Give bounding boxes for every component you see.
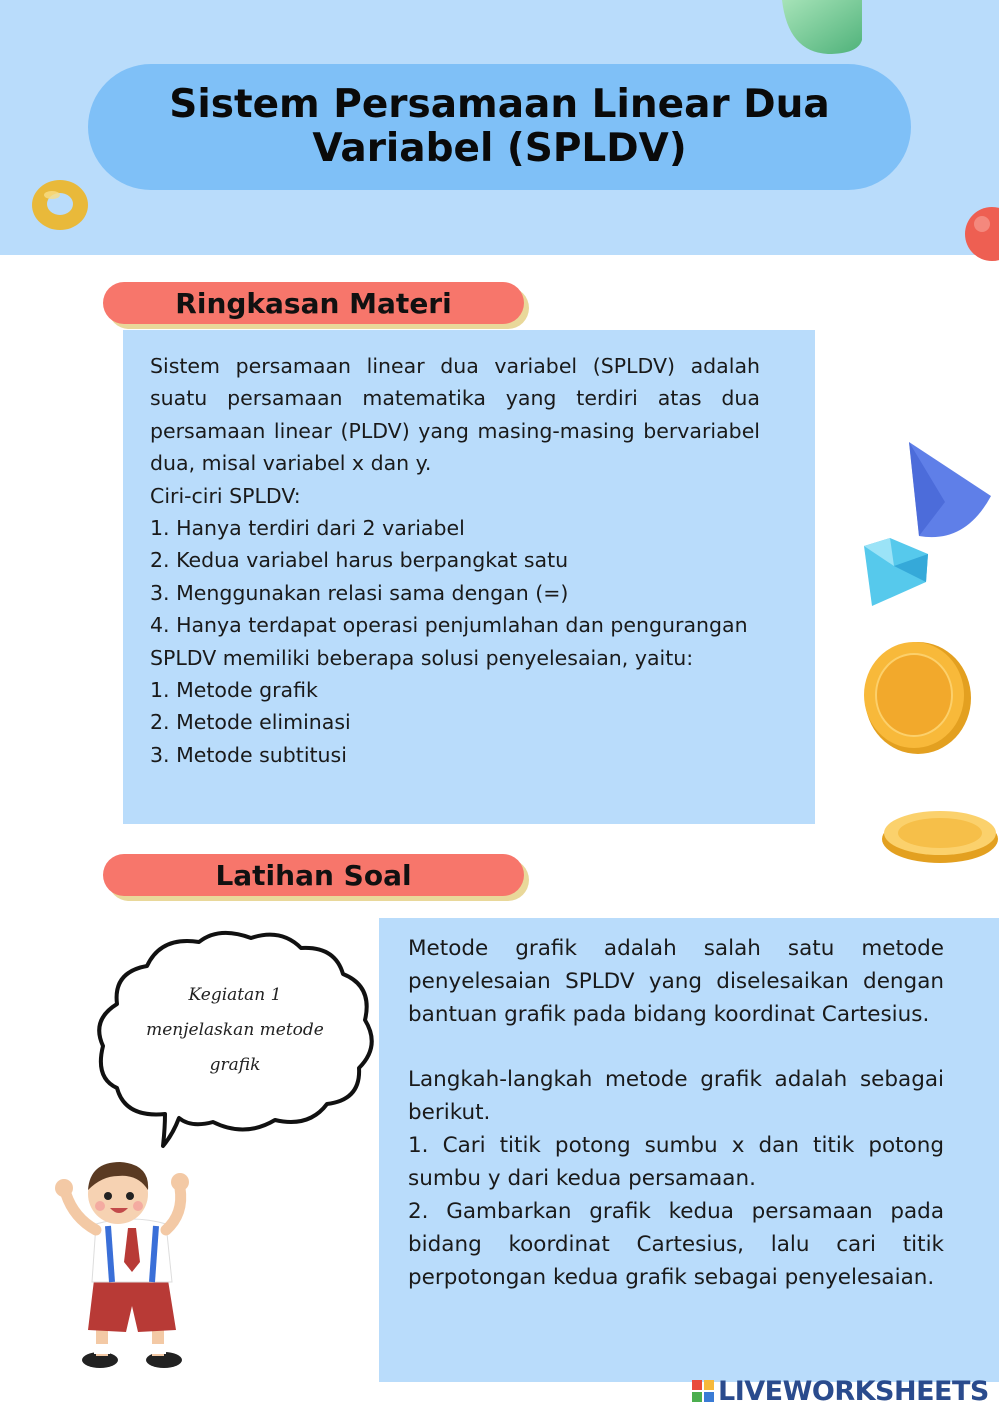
blue-cone-icon (905, 440, 995, 542)
diamond-icon (860, 536, 934, 608)
section-heading-label: Ringkasan Materi (175, 286, 452, 320)
latihan-paragraph: Langkah-langkah metode grafik adalah sebagai berikut. (408, 1067, 944, 1125)
student-character-icon (52, 1158, 192, 1374)
yellow-ring-icon (30, 177, 90, 233)
bubble-line: Kegiatan 1 (188, 985, 282, 1005)
ciri-item: 1. Hanya terdiri dari 2 variabel (150, 516, 465, 541)
latihan-box (379, 918, 999, 1382)
solusi-item: 2. Metode eliminasi (150, 710, 351, 735)
bubble-line: menjelaskan metode (146, 1020, 324, 1040)
ciri-heading: Ciri-ciri SPLDV: (150, 483, 301, 508)
ciri-item: 2. Kedua variabel harus berpangkat satu (150, 548, 569, 573)
page-title: Sistem Persamaan Linear Dua Variabel (SPLDV) (169, 82, 830, 171)
section-heading-ringkasan (103, 282, 524, 324)
paragraph-gap (408, 1031, 944, 1063)
latihan-step: 2. Gambarkan grafik kedua persamaan pada bidang koordinat Cartesius, lalu cari titik perpotongan kedua grafik sebagai penyelesaian. (408, 1199, 944, 1290)
section-heading-label: Latihan Soal (215, 858, 412, 892)
bubble-line: grafik (209, 1055, 261, 1075)
liveworksheets-logo-icon (692, 1380, 714, 1402)
speech-bubble-text (130, 978, 340, 1083)
gold-coin-flat-icon (880, 805, 999, 865)
gold-coin-icon (860, 638, 974, 756)
ciri-item: 3. Menggunakan relasi sama dengan (=) (150, 580, 569, 605)
watermark-text: LIVEWORKSHEETS (718, 1375, 989, 1407)
liveworksheets-watermark (692, 1373, 989, 1409)
section-heading-latihan (103, 854, 524, 896)
latihan-paragraph: Metode grafik adalah salah satu metode penyelesaian SPLDV yang diselesaikan dengan bantuan grafik pada bidang koordinat Cartesius. (408, 936, 944, 1027)
solusi-item: 3. Metode subtitusi (150, 742, 347, 767)
green-hemisphere-icon (780, 0, 864, 56)
title-banner (88, 64, 911, 190)
solusi-heading: SPLDV memiliki beberapa solusi penyelesaian, yaitu: (150, 645, 694, 670)
summary-intro: Sistem persamaan linear dua variabel (SPLDV) adalah suatu persamaan matematika yang terdiri atas dua persamaan linear (PLDV) yang masing-masing bervariabel dua, misal variabel x dan y. (150, 354, 760, 476)
summary-box (123, 330, 815, 824)
latihan-step: 1. Cari titik potong sumbu x dan titik potong sumbu y dari kedua persamaan. (408, 1133, 944, 1191)
solusi-item: 1. Metode grafik (150, 678, 318, 703)
red-sphere-icon (962, 206, 999, 262)
ciri-item: 4. Hanya terdapat operasi penjumlahan dan pengurangan (150, 613, 748, 638)
